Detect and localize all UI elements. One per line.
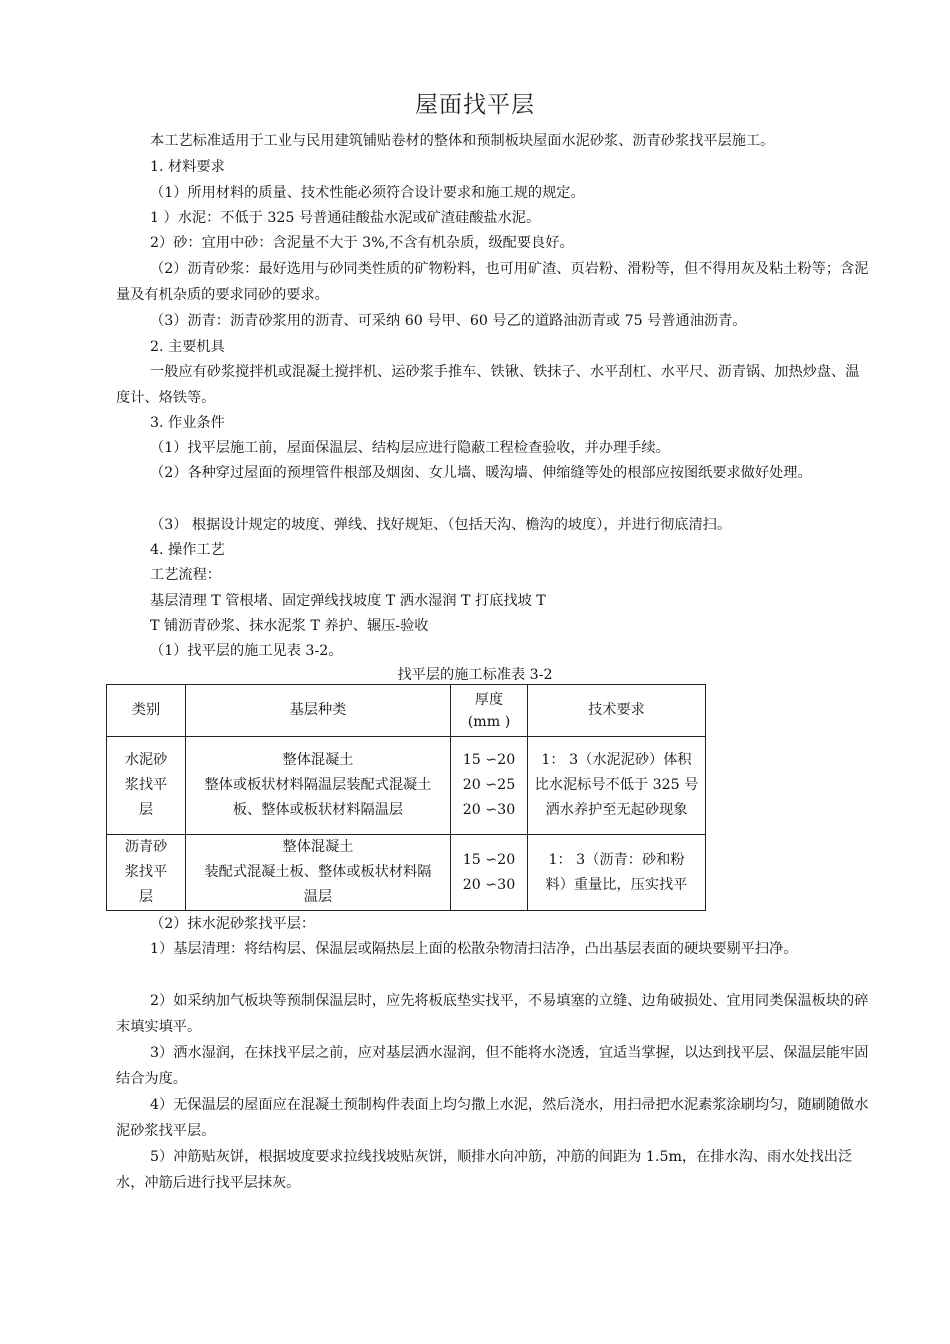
flow-label: 工艺流程： bbox=[150, 567, 221, 583]
paragraph: （1）找平层的施工见表 3-2。 bbox=[150, 643, 343, 659]
cell-line: 整体混凝土 bbox=[282, 752, 354, 768]
paragraph: 1）基层清理：将结构层、保温层或隔热层上面的松散杂物清扫洁净，凸出基层表面的硬块要剔平扫净。 bbox=[150, 941, 798, 957]
cell-line: 15 ∽20 bbox=[462, 851, 516, 868]
section-heading-conditions: 3. 作业条件 bbox=[150, 415, 225, 431]
table-row bbox=[107, 835, 706, 911]
paragraph: （2）各种穿过屋面的预埋管件根部及烟囱、女儿墙、暖沟墙、伸缩缝等处的根部应按图纸要求做好处理。 bbox=[150, 465, 812, 481]
thickness-cell bbox=[451, 737, 528, 835]
paragraph: 5）冲筋贴灰饼，根据坡度要求拉线找坡贴灰饼，顺排水向冲筋，冲筋的间距为 1.5m，在排水沟、雨水处找出泛水，冲筋后进行找平层抹灰。 bbox=[116, 1149, 853, 1191]
header-thickness-label: 厚度 bbox=[474, 691, 504, 708]
cell-line: 层 bbox=[138, 889, 154, 905]
paragraph: （2）抹水泥砂浆找平层： bbox=[150, 916, 316, 932]
flow-line: 基层清理 T 管根堵、固定弹线找坡度 T 洒水湿润 T 打底找坡 T bbox=[150, 593, 546, 609]
header-thickness-unit: (mm ) bbox=[467, 713, 511, 730]
cell-line: 沥青砂 bbox=[124, 839, 168, 855]
cell-line: 比水泥标号不低于 325 号 bbox=[534, 777, 699, 793]
cell-line: 1： 3（水泥泥砂）体积 bbox=[541, 752, 692, 768]
cell-line: 1： 3（沥青：砂和粉 bbox=[548, 851, 685, 868]
intro-paragraph: 本工艺标准适用于工业与民用建筑铺贴卷材的整体和预制板块屋面水泥砂浆、沥青砂浆找平层施工。 bbox=[150, 133, 775, 149]
section-heading-process: 4. 操作工艺 bbox=[150, 542, 225, 558]
cell-line: 20 ∽25 bbox=[462, 777, 516, 793]
cell-line: 料）重量比，压实找平 bbox=[545, 876, 688, 893]
cell-line: 装配式混凝土板、整体或板状材料隔 bbox=[204, 864, 432, 880]
section-heading-materials: 1. 材料要求 bbox=[150, 159, 225, 175]
base-type-cell bbox=[186, 737, 451, 835]
paragraph: （1）所用材料的质量、技术性能必须符合设计要求和施工规的规定。 bbox=[150, 185, 585, 201]
section-heading-tools: 2. 主要机具 bbox=[150, 339, 225, 355]
requirement-cell bbox=[528, 737, 706, 835]
cell-line: 洒水养护至无起砂现象 bbox=[545, 802, 688, 818]
cell-line: 20 ∽30 bbox=[462, 876, 516, 893]
table-caption: 找平层的施工标准表 3-2 bbox=[397, 667, 553, 683]
requirement-cell bbox=[528, 835, 706, 911]
header-cell: 技术要求 bbox=[528, 685, 706, 737]
cell-line: 20 ∽30 bbox=[462, 802, 516, 818]
table-row bbox=[107, 737, 706, 835]
cell-line: 整体混凝土 bbox=[282, 839, 354, 855]
thickness-cell bbox=[451, 835, 528, 911]
base-type-cell bbox=[186, 835, 451, 911]
paragraph: （3） 根据设计规定的坡度、弹线、找好规矩、（包括天沟、檐沟的坡度），并进行彻底清扫。 bbox=[150, 517, 732, 533]
category-cell bbox=[107, 737, 186, 835]
flow-line: T 铺沥青砂浆、抹水泥浆 T 养护、辗压-验收 bbox=[150, 618, 429, 634]
paragraph: 1 ）水泥：不低于 325 号普通硅酸盐水泥或矿渣硅酸盐水泥。 bbox=[150, 210, 541, 226]
standards-table bbox=[106, 684, 706, 911]
cell-line: 板、整体或板状材料隔温层 bbox=[232, 802, 404, 818]
header-cell-thickness bbox=[451, 685, 528, 737]
category-cell bbox=[107, 835, 186, 911]
header-cell: 类别 bbox=[107, 685, 186, 737]
cell-line: 层 bbox=[138, 802, 154, 818]
cell-line: 15 ∽20 bbox=[462, 752, 516, 768]
cell-line: 浆找平 bbox=[124, 777, 168, 793]
paragraph: 一般应有砂浆搅拌机或混凝土搅拌机、运砂浆手推车、铁锹、铁抹子、水平刮杠、水平尺、沥青锅、加热炒盘、温度计、烙铁等。 bbox=[116, 364, 860, 406]
header-cell: 基层种类 bbox=[186, 685, 451, 737]
paragraph: （2）沥青砂浆：最好选用与砂同类性质的矿物粉料，也可用矿渣、页岩粉、滑粉等，但不得用灰及粘土粉等；含泥量及有机杂质的要求同砂的要求。 bbox=[116, 261, 869, 303]
cell-line: 水泥砂 bbox=[124, 752, 168, 768]
paragraph: （1）找平层施工前，屋面保温层、结构层应进行隐蔽工程检查验收，并办理手续。 bbox=[150, 440, 670, 456]
paragraph: 3）洒水湿润，在抹找平层之前，应对基层洒水湿润，但不能将水浇透，宜适当掌握，以达到找平层、保温层能牢固结合为度。 bbox=[116, 1045, 869, 1087]
table-header-row bbox=[107, 685, 706, 737]
paragraph: （3）沥青：沥青砂浆用的沥青、可采纳 60 号甲、60 号乙的道路油沥青或 75 号普通油沥青。 bbox=[150, 313, 747, 329]
document-title: 屋面找平层 bbox=[415, 92, 535, 118]
cell-line: 温层 bbox=[303, 889, 333, 905]
paragraph: 4）无保温层的屋面应在混凝土预制构件表面上均匀撒上水泥，然后浇水，用扫帚把水泥素浆涂刷均匀，随刷随做水泥砂浆找平层。 bbox=[116, 1097, 869, 1139]
paragraph: 2）砂：宜用中砂：含泥量不大于 3%,不含有机杂质，级配要良好。 bbox=[150, 235, 574, 251]
cell-line: 整体或板状材料隔温层装配式混凝土 bbox=[204, 777, 432, 793]
cell-line: 浆找平 bbox=[124, 864, 168, 880]
paragraph: 2）如采纳加气板块等预制保温层时，应先将板底垫实找平，不易填塞的立缝、边角破损处、宜用同类保温板块的碎末填实填平。 bbox=[116, 993, 869, 1035]
